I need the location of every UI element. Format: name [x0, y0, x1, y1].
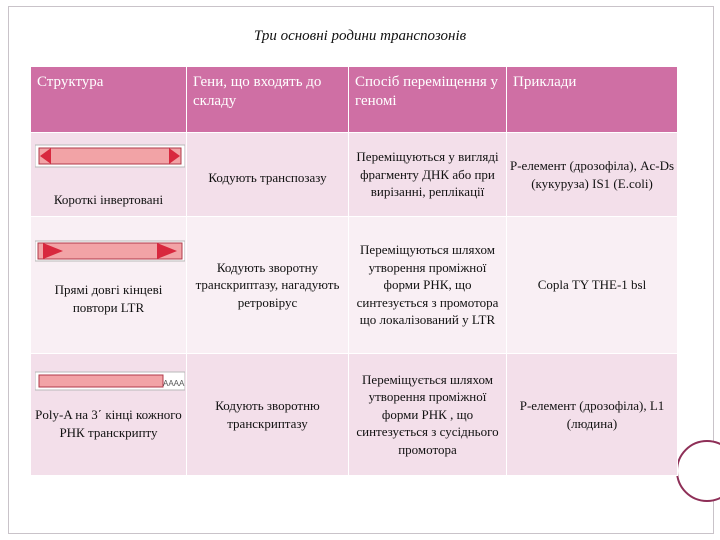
ltr-element-icon	[35, 239, 185, 263]
header-structure: Структура	[31, 67, 187, 133]
transposon-table	[30, 66, 678, 476]
header-examples: Приклади	[507, 67, 678, 133]
structure-cell	[31, 217, 187, 354]
structure-label: Прямі довгі кінцеві повтори LTR	[54, 282, 163, 315]
genes-cell: Кодують зворотну транскриптазу, нагадують ретровірус	[187, 217, 349, 354]
table-row	[31, 133, 678, 217]
table-row	[31, 217, 678, 354]
structure-label: Poly-A на 3΄ кінці кожного РНК транскрипту	[35, 407, 182, 440]
examples-cell: P-елемент (дрозофіла), L1 (людина)	[507, 354, 678, 476]
structure-label: Короткі інвертовані	[53, 192, 164, 207]
inverted-repeat-element-icon	[35, 143, 185, 169]
table-row	[31, 354, 678, 476]
svg-text:AAAA: AAAA	[163, 379, 185, 388]
examples-cell: Copla TY THE-1 bsl	[507, 217, 678, 354]
structure-cell	[31, 133, 187, 217]
method-cell: Переміщуються у вигляді фрагменту ДНК або при вирізанні, реплікації	[349, 133, 507, 217]
slide-frame-top	[8, 6, 714, 7]
slide-frame-left	[8, 6, 9, 534]
slide-title: Три основні родини транспозонів	[253, 28, 467, 44]
examples-cell: P-елемент (дрозофіла), Ac-Ds (кукуруза) IS1 (E.coli)	[507, 133, 678, 217]
header-genes: Гени, що входять до складу	[187, 67, 349, 133]
header-method: Спосіб переміщення у геномі	[349, 67, 507, 133]
slide-frame-bottom	[8, 533, 714, 534]
genes-cell: Кодують зворотню транскриптазу	[187, 354, 349, 476]
genes-cell: Кодують транспозазу	[187, 133, 349, 217]
structure-cell	[31, 354, 187, 476]
method-cell: Переміщується шляхом утворення проміжної форми РНК , що синтезується з сусіднього промотора	[349, 354, 507, 476]
slide-decoration-circle	[676, 440, 720, 502]
polya-element-icon	[35, 370, 185, 392]
table-header-row	[31, 67, 678, 133]
method-cell: Переміщуються шляхом утворення проміжної форми РНК, що синтезується з промотора що локалізований у LTR	[349, 217, 507, 354]
